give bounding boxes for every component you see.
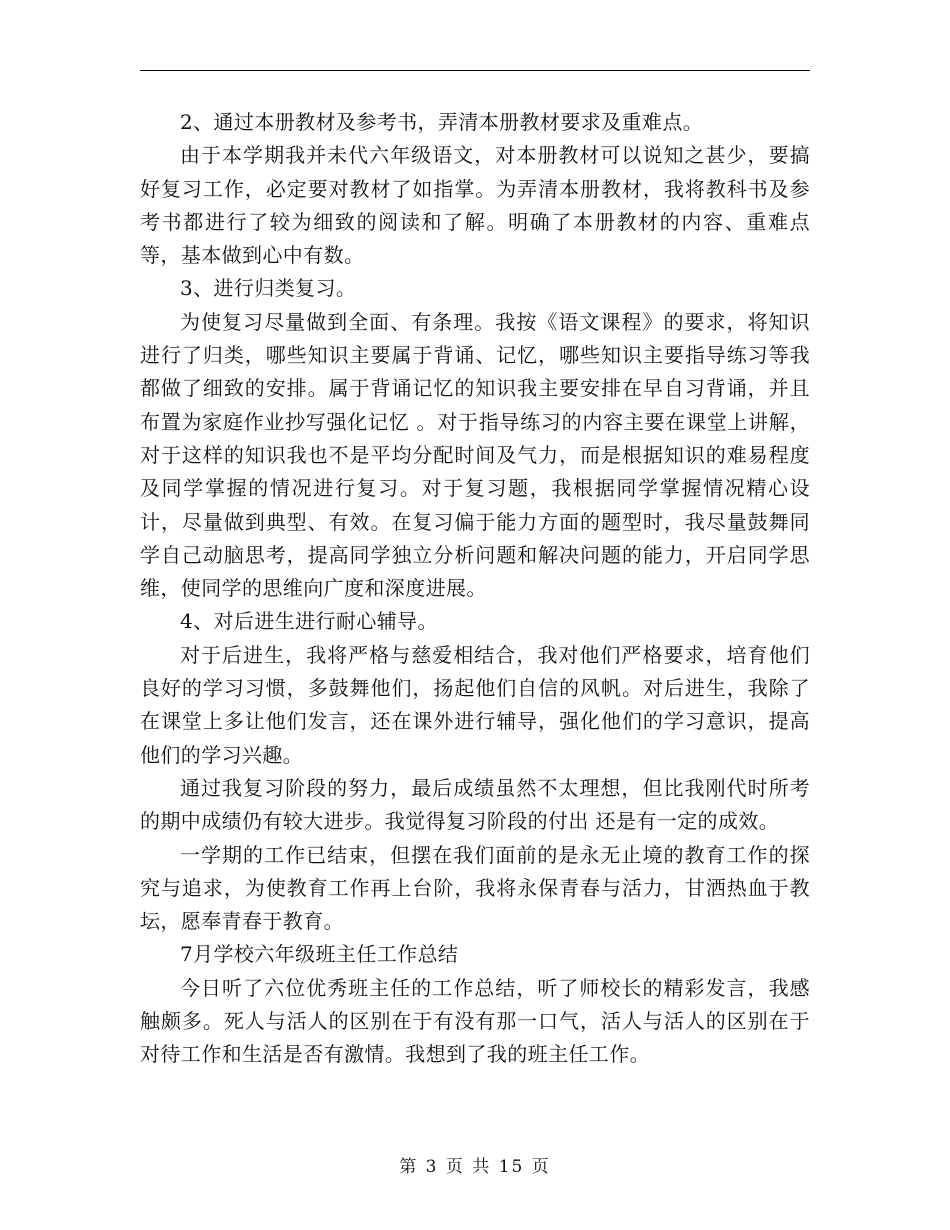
document-body <box>140 106 810 1072</box>
page-number-footer: 第 3 页 共 15 页 <box>399 1157 551 1177</box>
body-paragraph: 由于本学期我并未代六年级语文，对本册教材可以说知之甚少，要搞好复习工作，必定要对教材了如指掌。为弄清本册教材，我将教科书及参考书都进行了较为细致的阅读和了解。明确了本册教材的内容、重难点等，基本做到心中有数。 <box>140 143 810 268</box>
body-paragraph: 通过我复习阶段的努力，最后成绩虽然不太理想，但比我刚代时所考的期中成绩仍有较大进步。我觉得复习阶段的付出 还是有一定的成效。 <box>140 775 810 834</box>
body-paragraph: 对于后进生，我将严格与慈爱相结合，我对他们严格要求，培育他们良好的学习习惯，多鼓舞他们，扬起他们自信的风帆。对后进生，我除了在课堂上多让他们发言，还在课外进行辅导，强化他们的学习意识，提高他们的学习兴趣。 <box>140 642 810 767</box>
section-heading: 3、进行归类复习。 <box>180 276 357 301</box>
body-paragraph: 今日听了六位优秀班主任的工作总结，听了师校长的精彩发言，我感触颇多。死人与活人的区别在于有没有那一口气，活人与活人的区别在于对待工作和生活是否有激情。我想到了我的班主任工作。 <box>140 975 810 1067</box>
article-title: 7月学校六年级班主任工作总结 <box>180 942 459 967</box>
section-heading: 2、通过本册教材及参考书，弄清本册教材要求及重难点。 <box>180 110 704 134</box>
body-paragraph: 为使复习尽量做到全面、有条理。我按《语文课程》的要求，将知识进行了归类，哪些知识主要属于背诵、记忆，哪些知识主要指导练习等我都做了细致的安排。属于背诵记忆的知识我主要安排在早自习背诵，并且布置为家庭作业抄写强化记忆 。对于指导练习的内容主要在课堂上讲解，对于这样的知识我也不是平均分配时间及气力，而是根据知识的难易程度及同学掌握的情况进行复习。对于复习题，我根据同学掌握情况精心设计，尽量做到典型、有效。在复习偏于能力方面的题型时，我尽量鼓舞同学自己动脑思考，提高同学独立分析问题和解决问题的能力，开启同学思维，使同学的思维向广度和深度进展。 <box>140 309 810 601</box>
body-paragraph: 一学期的工作已结束，但摆在我们面前的是永无止境的教育工作的探究与追求，为使教育工作再上台阶，我将永保青春与活力，甘洒热血于教坛，愿奉青春于教育。 <box>140 842 810 934</box>
section-heading: 4、对后进生进行耐心辅导。 <box>180 609 438 634</box>
header-rule <box>140 70 810 71</box>
